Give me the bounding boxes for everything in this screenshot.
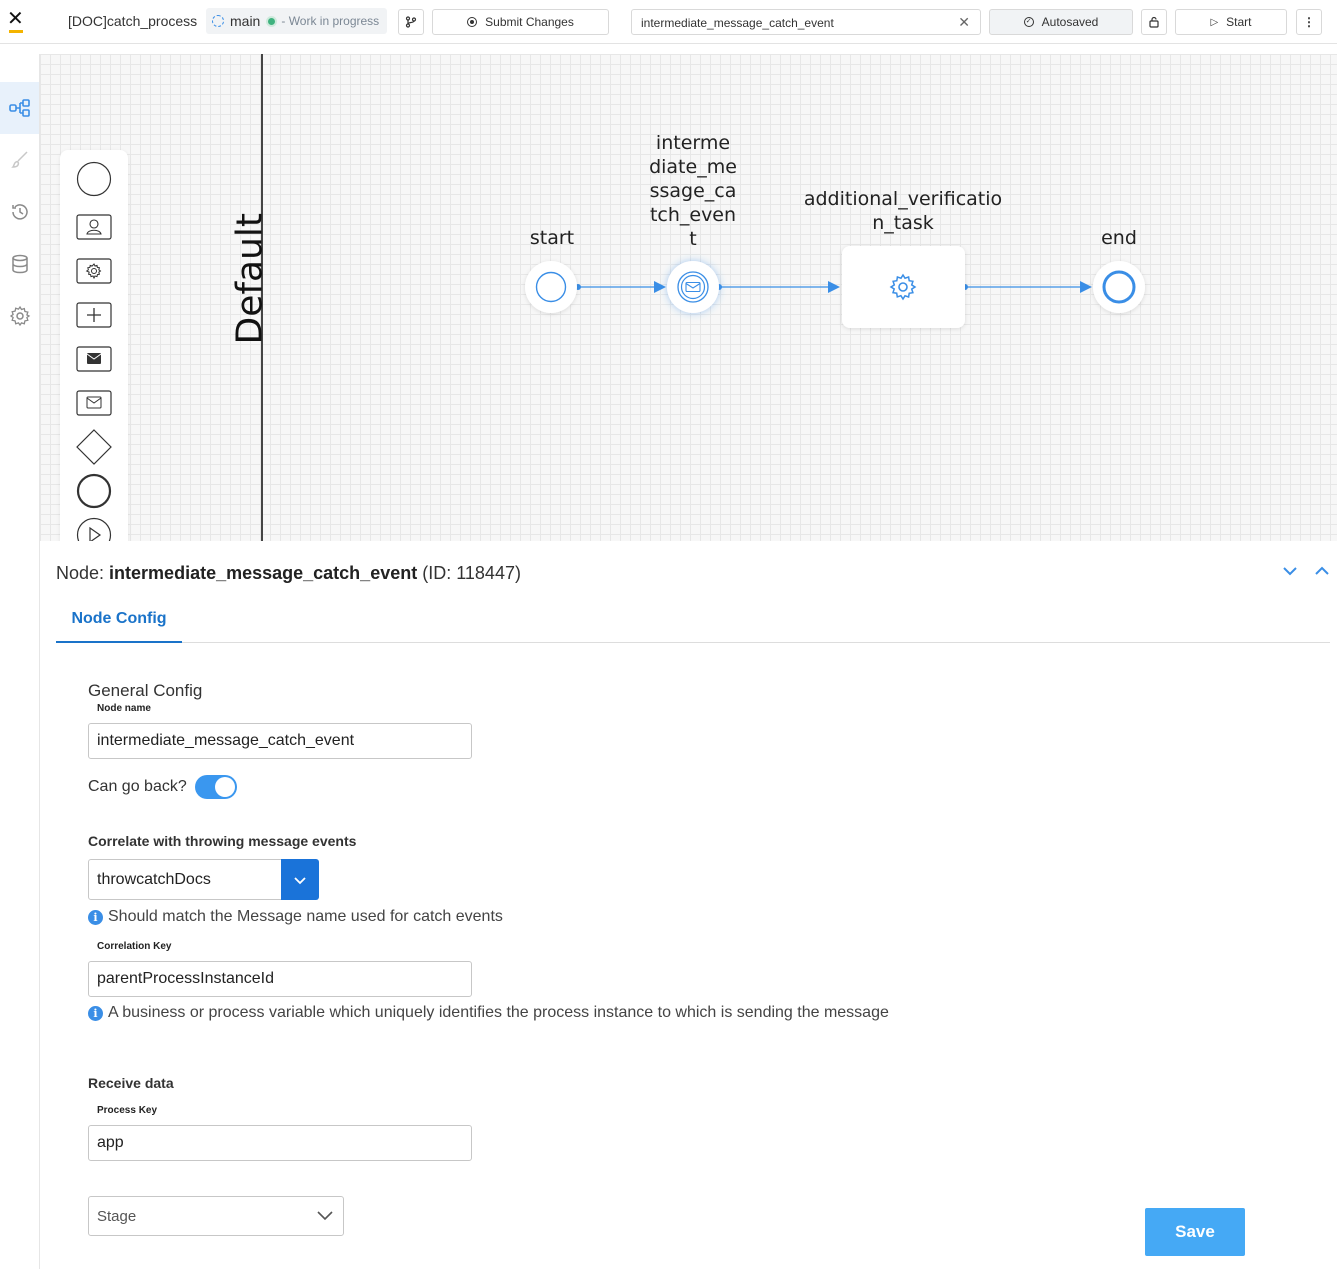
panel-tabs	[56, 597, 1330, 643]
chevron-down-icon	[316, 1208, 334, 1222]
process-key-label: Process Key	[97, 1105, 158, 1116]
brush-icon	[10, 150, 30, 170]
correlate-label: Correlate with throwing message events	[88, 833, 357, 849]
service-task-node[interactable]	[842, 246, 965, 328]
top-bar	[0, 0, 1337, 44]
lock-button[interactable]	[1141, 9, 1167, 35]
correlate-select[interactable]: throwcatchDocs	[88, 859, 282, 900]
history-icon	[10, 202, 30, 222]
status-check-icon	[266, 16, 277, 27]
branch-graph-button[interactable]	[398, 9, 424, 35]
node-name-label: Node name	[97, 703, 151, 714]
info-icon: i	[88, 910, 103, 925]
can-go-back-label: Can go back?	[88, 778, 187, 795]
play-icon: ▷	[1210, 16, 1219, 28]
branch-spinner-icon	[212, 15, 224, 27]
process-key-input[interactable]: app	[88, 1125, 472, 1161]
correlate-dropdown-button[interactable]	[281, 859, 319, 900]
flow-diagram	[40, 54, 1337, 541]
correlation-key-hint: i A business or process variable which uniquely identifies the process instance to which is sending the message	[88, 1004, 889, 1022]
task-node-label: additional_verificatio n_task	[803, 188, 1003, 234]
rail-theme[interactable]	[0, 134, 39, 186]
submit-changes-button[interactable]: Submit Changes	[432, 9, 609, 35]
left-rail	[0, 54, 40, 1269]
tab-node-config[interactable]: Node Config	[56, 597, 182, 643]
lock-icon	[1148, 16, 1160, 28]
kebab-icon: ⋮	[1303, 15, 1315, 29]
app-logo[interactable]: ✕	[7, 9, 25, 35]
check-circle-icon: ✓	[1024, 17, 1034, 27]
node-name-heading: intermediate_message_catch_event	[109, 563, 418, 583]
swimlane-label: Default	[229, 212, 271, 345]
correlation-key-input[interactable]: parentProcessInstanceId	[88, 961, 472, 997]
process-canvas[interactable]	[40, 54, 1337, 541]
branch-selector[interactable]	[206, 8, 387, 34]
branch-status: - Work in progress	[281, 14, 380, 28]
more-menu-button[interactable]	[1296, 9, 1322, 35]
node-name-input[interactable]: intermediate_message_catch_event	[88, 723, 472, 759]
node-search-input[interactable]: intermediate_message_catch_event ✕	[631, 9, 981, 35]
start-event-node[interactable]	[525, 261, 577, 313]
info-icon: i	[88, 1006, 103, 1021]
autosaved-indicator: ✓ Autosaved	[989, 9, 1133, 35]
sequence-flow[interactable]	[575, 281, 666, 293]
expand-panel-button[interactable]	[1312, 561, 1332, 581]
chevron-up-icon	[1312, 561, 1332, 581]
node-header: Node: intermediate_message_catch_event (ID: 118447)	[56, 563, 521, 583]
chevron-down-icon	[1280, 561, 1300, 581]
gear-icon	[9, 305, 31, 327]
end-event-node[interactable]	[1093, 261, 1145, 313]
start-node-label: start	[529, 227, 575, 249]
correlate-hint: i Should match the Message name used for catch events	[88, 908, 503, 926]
branch-name: main	[230, 13, 261, 29]
rail-settings[interactable]	[0, 290, 39, 342]
git-branch-icon	[405, 16, 417, 28]
receive-data-label: Receive data	[88, 1075, 174, 1091]
stage-select[interactable]: Stage	[88, 1196, 344, 1236]
correlation-key-label: Correlation Key	[97, 941, 172, 952]
general-config-title: General Config	[88, 681, 203, 700]
node-config-panel	[40, 541, 1337, 1269]
rail-data-model[interactable]	[0, 238, 39, 290]
start-button[interactable]: ▷ Start	[1175, 9, 1287, 35]
message-catch-event-node[interactable]	[667, 261, 719, 313]
rail-history[interactable]	[0, 186, 39, 238]
chevron-down-icon	[293, 873, 307, 887]
node-id: (ID: 118447)	[422, 563, 521, 583]
clear-search-icon[interactable]: ✕	[958, 14, 970, 30]
save-button[interactable]: Save	[1145, 1208, 1245, 1256]
sequence-flow[interactable]	[962, 281, 1092, 293]
can-go-back-toggle[interactable]	[195, 775, 237, 799]
collapse-panel-button[interactable]	[1280, 561, 1300, 581]
rail-process-designer[interactable]	[0, 82, 39, 134]
process-title: [DOC]catch_process	[68, 13, 198, 29]
process-graph-icon	[9, 98, 31, 118]
catch-node-label: interme diate_me ssage_ca tch_even t	[649, 132, 737, 250]
database-icon	[10, 254, 30, 274]
record-icon	[467, 17, 477, 27]
end-node-label: end	[1101, 227, 1137, 249]
sequence-flow[interactable]	[716, 281, 840, 293]
